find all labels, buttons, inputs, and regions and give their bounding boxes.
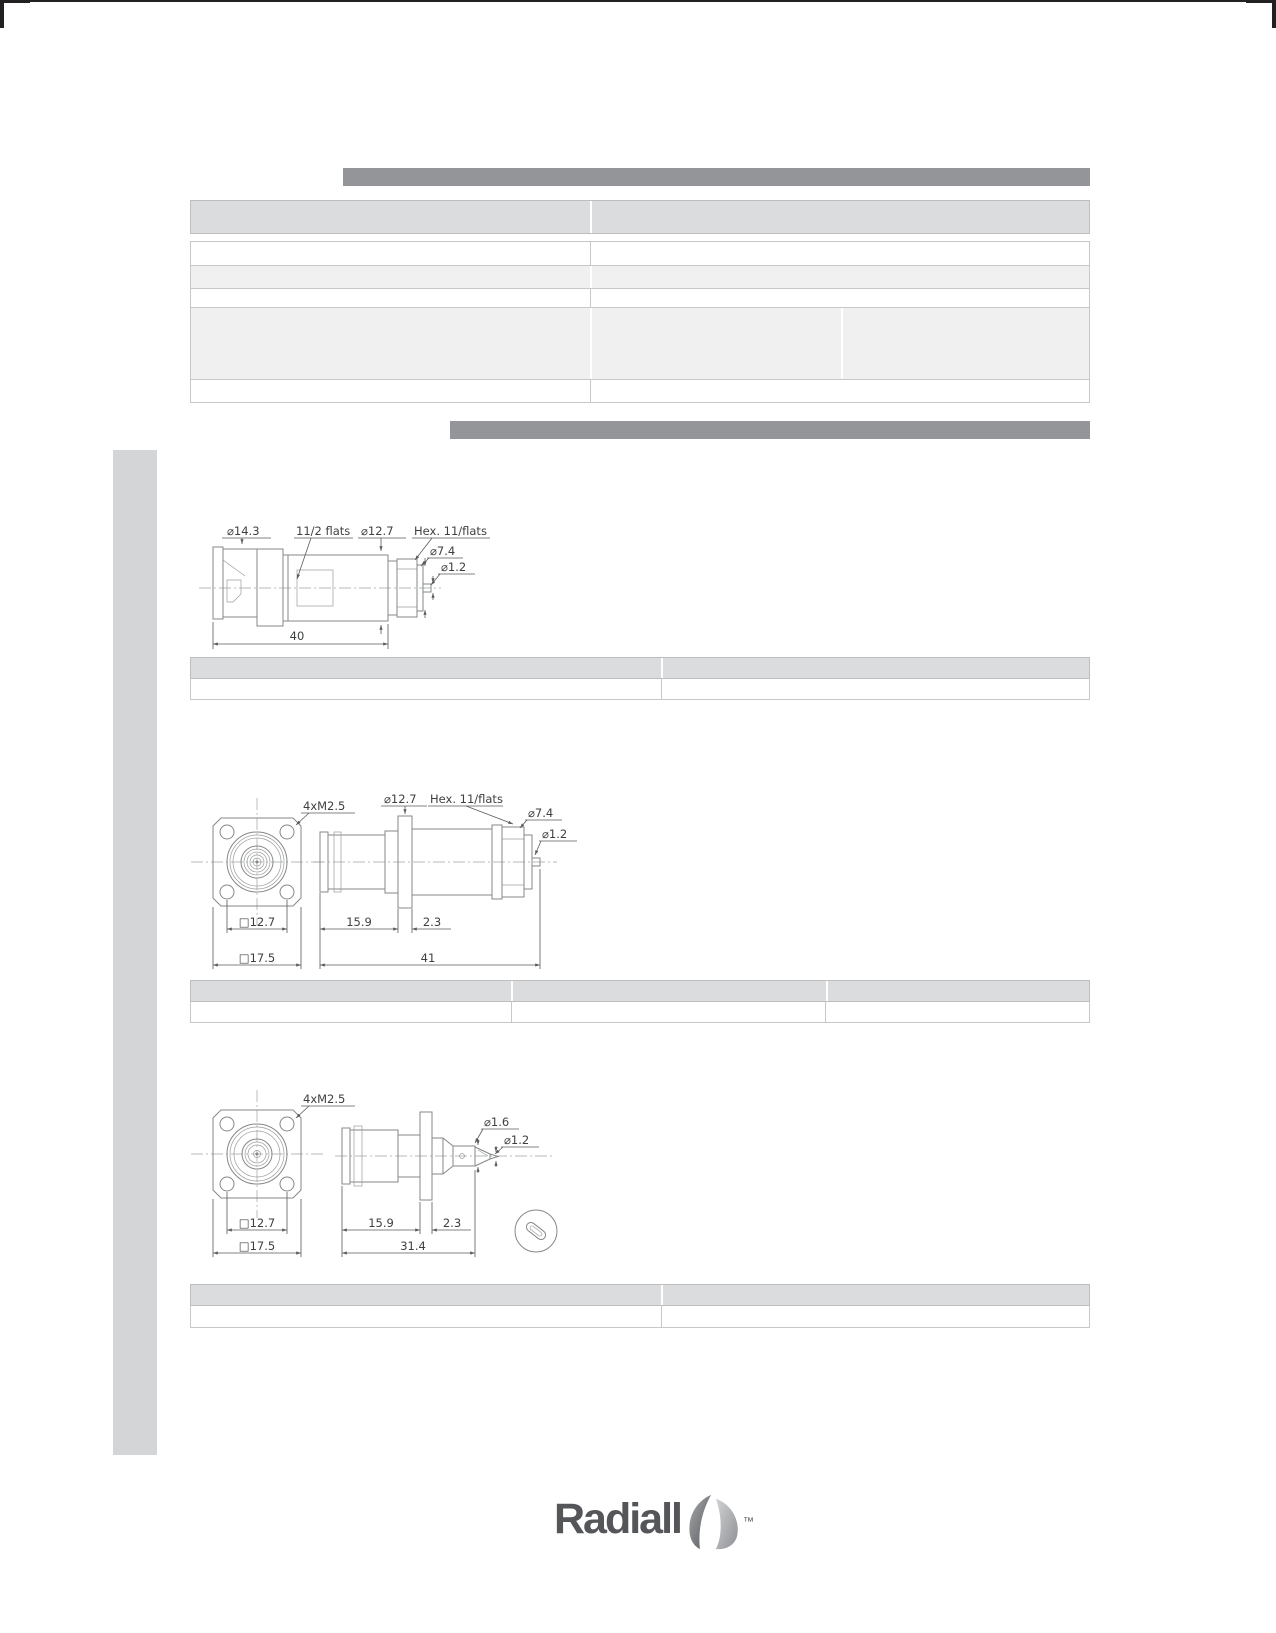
table-body bbox=[190, 1002, 1090, 1023]
flange-front-view bbox=[191, 798, 323, 926]
dim-label-flats: 11/2 flats bbox=[296, 524, 351, 538]
table-body bbox=[190, 679, 1090, 700]
dim-label-sq-outer: □17.5 bbox=[238, 951, 276, 965]
table-cell bbox=[590, 289, 1089, 307]
crop-mark-top-left-v bbox=[0, 0, 4, 28]
table-header-cell bbox=[191, 658, 661, 678]
table-cell bbox=[191, 380, 590, 402]
dim-label-dia-pin: ⌀1.2 bbox=[542, 827, 568, 841]
dim-label-dia-rear: ⌀7.4 bbox=[430, 544, 456, 558]
dim-label-screws: 4xM2.5 bbox=[303, 799, 346, 813]
dim-label-screws: 4xM2.5 bbox=[303, 1092, 346, 1106]
dim-label-dia-body: ⌀14.3 bbox=[227, 524, 260, 538]
page-top-rule bbox=[0, 0, 1276, 2]
table-cell bbox=[590, 308, 841, 379]
table-cell bbox=[590, 380, 1089, 402]
table-header-cell bbox=[590, 201, 1089, 233]
solder-detail-view bbox=[515, 1210, 557, 1252]
table-cell bbox=[590, 242, 1089, 265]
dim-label-sq-outer: □17.5 bbox=[238, 1239, 276, 1253]
logo-wordmark: Radiall bbox=[554, 1495, 681, 1543]
dim-label-dia-pot: ⌀1.6 bbox=[484, 1115, 510, 1129]
sidebar-strip bbox=[113, 450, 157, 1455]
table-body bbox=[190, 241, 1090, 403]
table-row bbox=[191, 266, 1089, 289]
table-row bbox=[191, 242, 1089, 266]
spec-table-4 bbox=[190, 1284, 1090, 1328]
dim-label-len-flange: 2.3 bbox=[442, 1216, 462, 1230]
dim-label-len-front: 15.9 bbox=[346, 915, 372, 929]
trademark-symbol: ™ bbox=[743, 1516, 754, 1528]
table-cell bbox=[590, 266, 1089, 288]
table-cell bbox=[191, 1306, 661, 1327]
table-body bbox=[190, 1306, 1090, 1328]
dim-label-dia-pin: ⌀1.2 bbox=[504, 1133, 530, 1147]
table-cell bbox=[191, 308, 590, 379]
table-header-cell bbox=[511, 981, 826, 1001]
drawing-bnc-straight-plug bbox=[185, 486, 500, 656]
table-header-cell bbox=[661, 658, 1089, 678]
table-cell bbox=[511, 1002, 825, 1022]
table-cell bbox=[841, 308, 1089, 379]
dim-label-sq-inner: □12.7 bbox=[238, 1216, 276, 1230]
flange-front-view bbox=[191, 1090, 323, 1218]
jack-dimensions bbox=[213, 1092, 539, 1257]
dim-label-dia-pin: ⌀1.2 bbox=[441, 560, 467, 574]
dim-label-overall-length: 31.4 bbox=[400, 1239, 426, 1253]
table-row bbox=[191, 289, 1089, 308]
drawing-flange-jack bbox=[185, 748, 605, 976]
crop-mark-top-right-v bbox=[1272, 0, 1276, 28]
table-cell bbox=[191, 242, 590, 265]
dim-label-len-flange: 2.3 bbox=[422, 915, 442, 929]
table-row bbox=[191, 679, 1089, 699]
table-row bbox=[191, 1306, 1089, 1327]
dim-label-sq-inner: □12.7 bbox=[238, 915, 276, 929]
table-header-row bbox=[190, 980, 1090, 1002]
spec-table-2 bbox=[190, 657, 1090, 700]
table-header-cell bbox=[191, 1285, 661, 1305]
table-cell bbox=[191, 289, 590, 307]
jack-side-view bbox=[313, 816, 557, 908]
table-header-row bbox=[190, 657, 1090, 679]
table-header-cell bbox=[826, 981, 1089, 1001]
table-cell bbox=[191, 266, 590, 288]
table-cell bbox=[191, 679, 661, 699]
plug-dimensions bbox=[213, 524, 490, 649]
table-row bbox=[191, 380, 1089, 402]
spec-table-1 bbox=[190, 200, 1090, 403]
jack-side-view bbox=[335, 1112, 553, 1200]
table-header-row bbox=[190, 1284, 1090, 1306]
table-gap bbox=[190, 234, 1090, 241]
dim-label-dia-mid: ⌀12.7 bbox=[361, 524, 394, 538]
plug-geometry bbox=[199, 547, 441, 626]
dim-label-overall-length: 41 bbox=[420, 951, 436, 965]
dim-label-dia-mid: ⌀12.7 bbox=[384, 792, 417, 806]
section-bar-1 bbox=[343, 168, 1090, 186]
table-header-row bbox=[190, 200, 1090, 234]
table-row bbox=[191, 1002, 1089, 1022]
table-cell bbox=[661, 679, 1089, 699]
jack-dimensions bbox=[213, 792, 577, 969]
table-header-cell bbox=[661, 1285, 1089, 1305]
spec-table-3 bbox=[190, 980, 1090, 1023]
drawing-flange-jack-solder bbox=[185, 1040, 605, 1270]
dim-label-overall-length: 40 bbox=[289, 629, 305, 643]
table-header-cell bbox=[191, 201, 590, 233]
table-cell bbox=[191, 1002, 511, 1022]
dim-label-len-front: 15.9 bbox=[368, 1216, 394, 1230]
table-cell bbox=[661, 1306, 1089, 1327]
table-row bbox=[191, 308, 1089, 380]
footer-logo bbox=[554, 1494, 754, 1550]
dim-label-hex: Hex. 11/flats bbox=[414, 524, 487, 538]
radiall-leaf-icon bbox=[685, 1494, 741, 1550]
table-header-cell bbox=[191, 981, 511, 1001]
dim-label-hex: Hex. 11/flats bbox=[430, 792, 503, 806]
table-cell bbox=[825, 1002, 1089, 1022]
section-bar-2 bbox=[450, 421, 1090, 439]
dim-label-dia-rear: ⌀7.4 bbox=[528, 806, 554, 820]
crop-mark-top-left-h bbox=[0, 0, 30, 3]
